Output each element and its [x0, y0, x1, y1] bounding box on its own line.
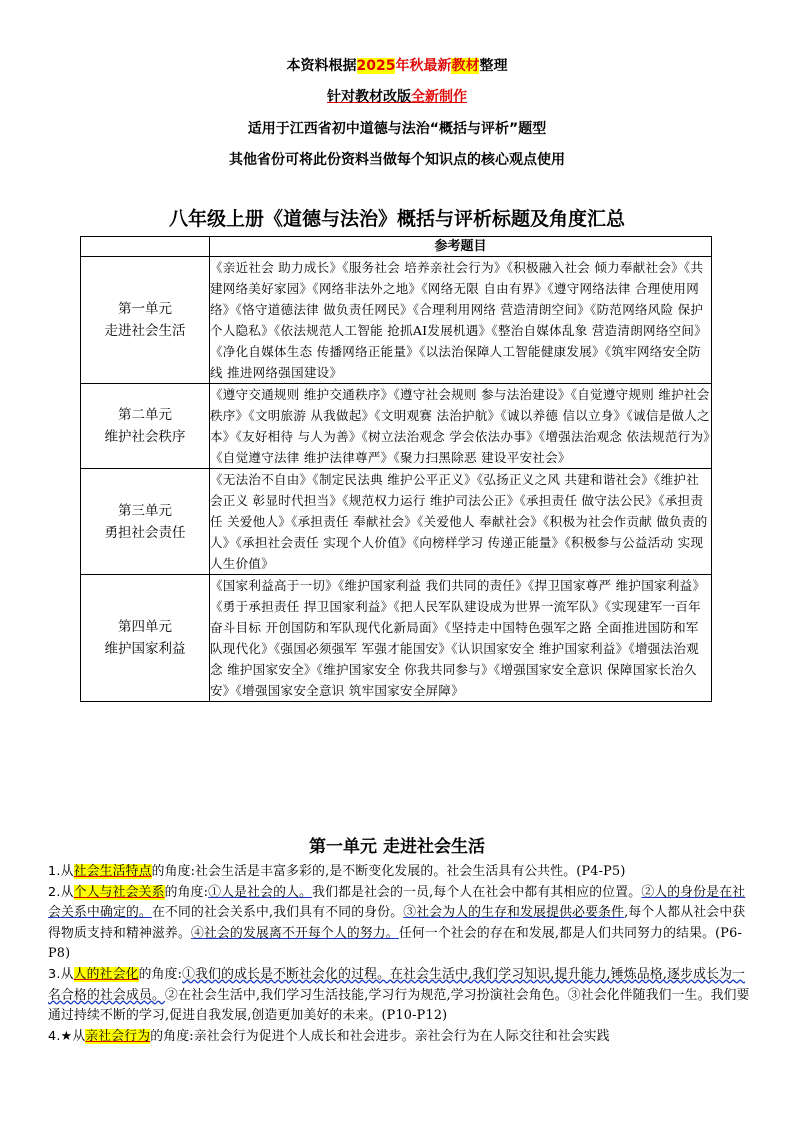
- unit-name: 维护社会秩序: [104, 429, 186, 445]
- unit-name: 勇担社会责任: [104, 524, 186, 541]
- point-number: 2.: [48, 884, 61, 900]
- point-text: 在不同的社会关系中,我们具有不同的身份。: [151, 905, 404, 921]
- point-text: 任何一个社会的存在和发展,都是人们共同努力的结果。(P6-P8): [48, 925, 742, 962]
- unit-cell: [81, 257, 210, 384]
- topics-table: [80, 236, 712, 702]
- unit-cell: [81, 469, 210, 575]
- unit-name: 走进社会生活: [104, 323, 186, 339]
- section-title: 第一单元 走进社会生活: [309, 837, 485, 857]
- topics-cell: 《无法治不自由》《制定民法典 维护公平正义》《弘扬正义之风 共建和谐社会》《维护社会正义 彰显时代担当》《规范权力运行 维护司法公正》《承担责任 做守法公民》《承担责任 关爱他人》《承担责任 奉献社会》《关爱他人 奉献社会》《积极为社会作贡献 做负责的人》《承担社会责任 实现个人价值》《向榜样学习 传递正能量》《积极参与公益活动 实现人生价值》: [210, 469, 712, 575]
- underlined-statement: ①人是社会的人。: [208, 884, 313, 900]
- header-line-1-end: 整理: [479, 58, 508, 74]
- point-text: 社会生活是丰富多彩的,是不断变化发展的。社会生活具有公共性。(P4-P5): [195, 864, 626, 879]
- point-angle-keyword: 社会生活特点: [73, 864, 152, 879]
- point-angle-label: 的角度:: [151, 864, 196, 879]
- header-highlight-red: 年秋最新: [395, 58, 452, 74]
- header-line-2: [0, 86, 794, 106]
- knowledge-point: [48, 883, 756, 965]
- document-title: 八年级上册《道德与法治》概括与评析标题及角度汇总: [168, 208, 625, 230]
- table-row: [81, 257, 712, 384]
- header-line-3: 适用于江西省初中道德与法治“概括与评析”题型: [247, 121, 547, 137]
- underlined-statement: ③社会为人的生存和发展提供必要条件: [403, 905, 625, 921]
- table-row: [81, 469, 712, 575]
- header-line-1: [0, 55, 794, 75]
- header-line-2-text: 针对教材改版: [327, 89, 411, 105]
- point-text: ②在社会生活中,我们学习生活技能,学习行为规范,学习扮演社会角色。③社会化伴随我们一生。我们要通过持续不断的学习,促进自我发展,创造更加美好的未来。(P10-P12): [48, 987, 750, 1024]
- point-number: 4.: [48, 1028, 61, 1044]
- unit-number: 第一单元: [118, 301, 172, 317]
- point-angle-keyword: 个人与社会关系: [73, 884, 165, 900]
- knowledge-points: [48, 862, 756, 1047]
- header-line-2-red: 全新制作: [411, 89, 467, 105]
- topics-cell: 《国家利益高于一切》《维护国家利益 我们共同的责任》《捍卫国家尊严 维护国家利益》《勇于承担责任 捍卫国家利益》《把人民军队建设成为世界一流军队》《实现建军一百年奋斗目标 开创国防和军队现代化新局面》《坚持走中国特色强军之路 全面推进国防和军队现代化》《强国必须强军 军强才能国安》《认识国家安全 维护国家利益》《增强法治观念 维护国家安全》《维护国家安全 你我共同参与》《增强国家安全意识 保障国家长治久安》《增强国家安全意识 筑牢国家安全屏障》: [210, 575, 712, 702]
- point-prefix: 从: [60, 966, 74, 982]
- point-prefix: 从: [60, 884, 74, 900]
- header-line-4: 其他省份可将此份资料当做每个知识点的核心观点使用: [229, 152, 565, 168]
- point-angle-label: 的角度:: [164, 884, 209, 900]
- point-number: 3.: [48, 966, 61, 982]
- unit-cell: [81, 575, 210, 702]
- table-row: [81, 575, 712, 702]
- point-prefix: 从: [72, 1028, 86, 1044]
- point-text: ,每个人都从社会中获得物质支持和精神滋养。: [48, 905, 746, 941]
- header-year: 2025: [356, 58, 396, 74]
- knowledge-point: [48, 1027, 756, 1048]
- star-icon: ★: [60, 1028, 73, 1044]
- unit-number: 第三单元: [118, 502, 172, 519]
- header-highlight-jiaocai: 教材: [451, 58, 480, 74]
- unit-name: 维护国家利益: [104, 641, 186, 657]
- point-angle-keyword: 人的社会化: [73, 966, 139, 982]
- table-header-topics: 参考题目: [210, 237, 712, 257]
- point-angle-keyword: 亲社会行为: [85, 1028, 151, 1044]
- underlined-statement: ②人的身份是在社会关系中确定的。: [48, 884, 746, 921]
- point-number: 1.: [48, 864, 61, 879]
- point-angle-label: 的角度:: [138, 966, 183, 982]
- unit-number: 第二单元: [118, 407, 172, 423]
- point-text: 我们都是社会的一员,每个人在社会中都有其相应的位置。: [312, 884, 642, 900]
- underlined-statement: ④社会的发展离不开每个人的努力。: [190, 925, 399, 941]
- underlined-statement: ①我们的成长是不断社会化的过程。在社会生活中,我们学习知识,提升能力,锤炼品格,逐步成长为一名合格的社会成员。: [48, 966, 746, 1003]
- point-prefix: 从: [60, 864, 74, 879]
- knowledge-point: [48, 862, 756, 883]
- table-header-row: [81, 237, 712, 257]
- unit-number: 第四单元: [118, 619, 172, 635]
- point-text: 亲社会行为促进个人成长和社会进步。亲社会行为在人际交往和社会实践: [193, 1028, 610, 1044]
- topics-cell: 《遵守交通规则 维护交通秩序》《遵守社会规则 参与法治建设》《自觉遵守规则 维护社会秩序》《文明旅游 从我做起》《文明观赛 法治护航》《诚以养德 信以立身》《诚信是做人之本》《友好相待 与人为善》《树立法治观念 学会依法办事》《增强法治观念 依法规范行为》《自觉遵守法律 维护法律尊严》《聚力扫黑除恶 建设平安社会》: [210, 384, 712, 469]
- knowledge-point: [48, 965, 756, 1027]
- table-row: [81, 384, 712, 469]
- topics-cell: 《亲近社会 助力成长》《服务社会 培养亲社会行为》《积极融入社会 倾力奉献社会》《共建网络美好家园》《网络非法外之地》《网络无限 自由有界》《遵守网络法律 合理使用网络》《恪守道德法律 做负责任网民》《合理利用网络 营造清朗空间》《防范网络风险 保护个人隐私》《依法规范人工智能 抢抓AI发展机遇》《整治自媒体乱象 营造清朗网络空间》《净化自媒体生态 传播网络正能量》《以法治保障人工智能健康发展》《筑牢网络安全防线 推进网络强国建设》: [210, 257, 712, 384]
- table-header-empty: [81, 237, 210, 257]
- header-line-1-text: 本资料根据: [286, 58, 357, 74]
- unit-cell: [81, 384, 210, 469]
- point-angle-label: 的角度:: [150, 1028, 194, 1044]
